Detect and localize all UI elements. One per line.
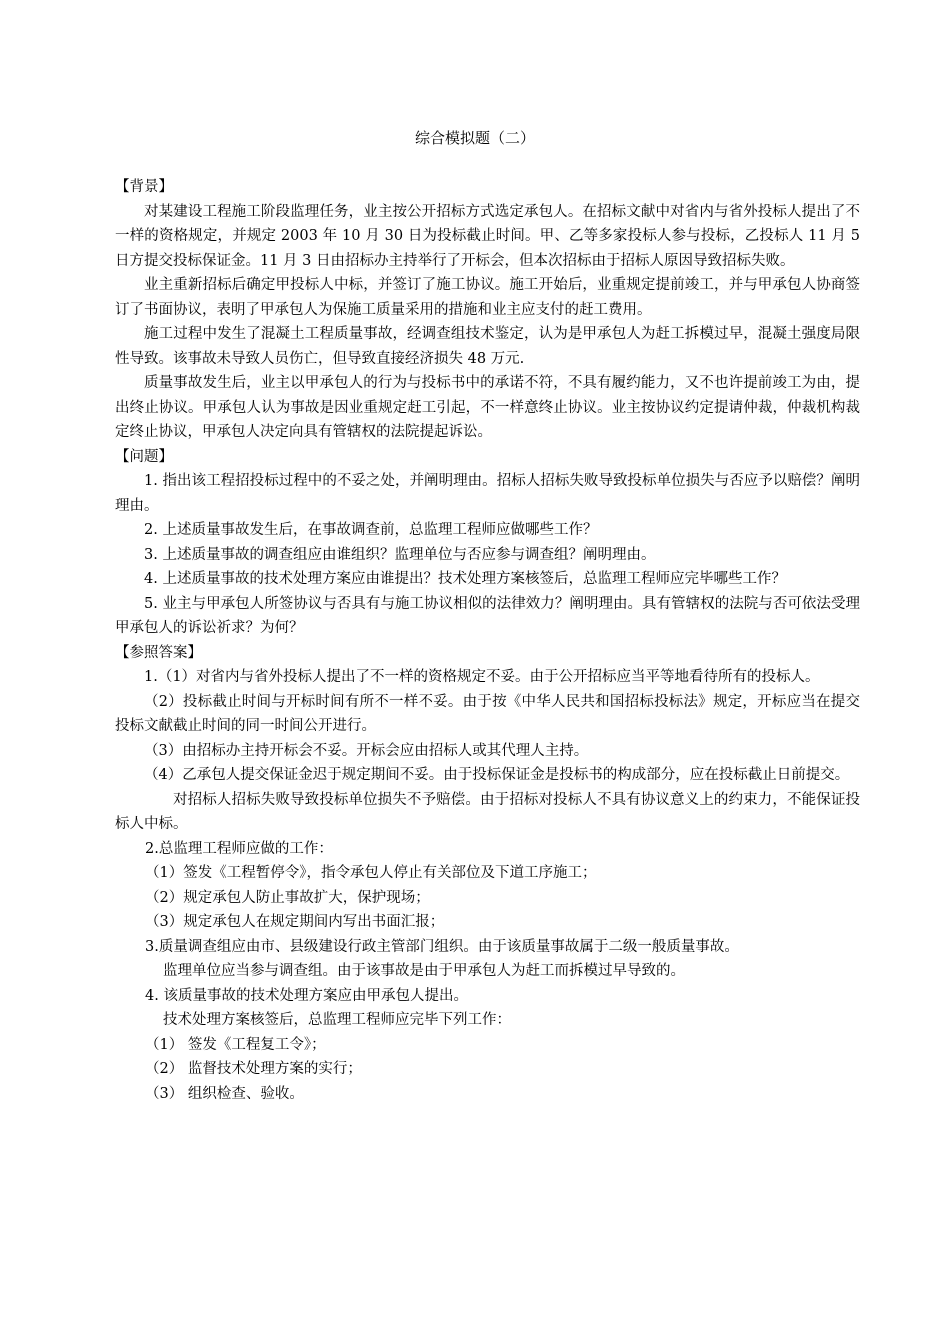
answer-item: 2.总监理工程师应做的工作： [145, 840, 333, 857]
answer-item: 4. 该质量事故的技术处理方案应由甲承包人提出。 [145, 987, 468, 1004]
answer-item: 1.（1）对省内与省外投标人提出了不一样的资格规定不妥。由于公开招标应当平等地看待所有的投标人。 [144, 669, 820, 685]
section-heading-answers: 【参照答案】 [115, 644, 202, 661]
paragraph: 对某建设工程施工阶段监理任务，业主按公开招标方式选定承包人。在招标文献中对省内与省外投标人提出了不一样的资格规定，并规定 2003 年 10 月 30 日为投标截止时间。甲、乙等多家投标人参与投标，乙投标人 11 月 5 日方提交投标保证金。11 月 3 日由招标办主持举行了开标会，但本次招标由于招标人原因导致招标失败。 [115, 203, 860, 269]
document-title: 综合模拟题（二） [414, 129, 535, 147]
answer-item: 监理单位应当参与调查组。由于该事故是由于甲承包人为赶工而拆模过早导致的。 [163, 963, 685, 979]
paragraph: 施工过程中发生了混凝土工程质量事故，经调查组技术鉴定，认为是甲承包人为赶工拆模过早，混凝土强度局限性导致。该事故未导致人员伤亡，但导致直接经济损失 48 万元. [115, 326, 860, 367]
answer-item: 3.质量调查组应由市、县级建设行政主管部门组织。由于该质量事故属于二级一般质量事故。 [145, 938, 739, 955]
document-body [115, 175, 860, 1106]
answer-item: （2） 监督技术处理方案的实行； [145, 1061, 362, 1077]
paragraph: 业主重新招标后确定甲投标人中标，并签订了施工协议。施工开始后，业重规定提前竣工，并与甲承包人协商签订了书面协议，表明了甲承包人为保施工质量采用的措施和业主应支付的赶工费用。 [115, 277, 860, 318]
answer-item: （4）乙承包人提交保证金迟于规定期间不妥。由于投标保证金是投标书的构成部分，应在投标截止日前提交。 [144, 767, 850, 783]
answer-item: （1） 签发《工程复工令》； [145, 1036, 326, 1053]
answer-item: 对招标人招标失败导致投标单位损失不予赔偿。由于招标对投标人不具有协议意义上的约束力，不能保证投标人中标。 [115, 791, 860, 832]
section-heading-background: 【背景】 [115, 179, 173, 195]
answer-item: （3） 组织检查、验收。 [145, 1085, 304, 1102]
answer-item: （3）规定承包人在规定期间内写出书面汇报； [145, 914, 445, 930]
paragraph: 质量事故发生后，业主以甲承包人的行为与投标书中的承诺不符，不具有履约能力，又不也许提前竣工为由，提出终止协议。甲承包人认为事故是因业重规定赶工引起，不一样意终止协议。业主按协议约定提请仲裁，仲裁机构裁定终止协议，甲承包人决定向具有管辖权的法院提起诉讼。 [115, 375, 860, 440]
answer-item: 技术处理方案核签后，总监理工程师应完毕下列工作： [163, 1012, 511, 1028]
answer-item: （2）规定承包人防止事故扩大，保护现场； [145, 889, 430, 906]
answer-item: （2）投标截止时间与开标时间有所不一样不妥。由于按《中华人民共和国招标投标法》规定，开标应当在提交投标文献截止时间的同一时间公开进行。 [115, 693, 860, 734]
question-item: 5. 业主与甲承包人所签协议与否具有与施工协议相似的法律效力？阐明理由。具有管辖权的法院与否可依法受理甲承包人的诉讼祈求？为何？ [115, 595, 860, 636]
question-item: 4. 上述质量事故的技术处理方案应由谁提出？技术处理方案核签后，总监理工程师应完毕哪些工作？ [144, 571, 786, 587]
answer-item: （3）由招标办主持开标会不妥。开标会应由招标人或其代理人主持。 [144, 742, 589, 759]
question-item: 2. 上述质量事故发生后，在事故调查前，总监理工程师应做哪些工作？ [144, 522, 598, 538]
answer-item: （1）签发《工程暂停令》，指令承包人停止有关部位及下道工序施工； [145, 865, 597, 881]
question-item: 3. 上述质量事故的调查组应由谁组织？监理单位与否应参与调查组？阐明理由。 [144, 546, 656, 563]
section-heading-questions: 【问题】 [115, 448, 173, 465]
question-item: 1. 指出该工程招投标过程中的不妥之处，并阐明理由。招标人招标失败导致投标单位损失与否应予以赔偿？阐明理由。 [115, 473, 860, 514]
